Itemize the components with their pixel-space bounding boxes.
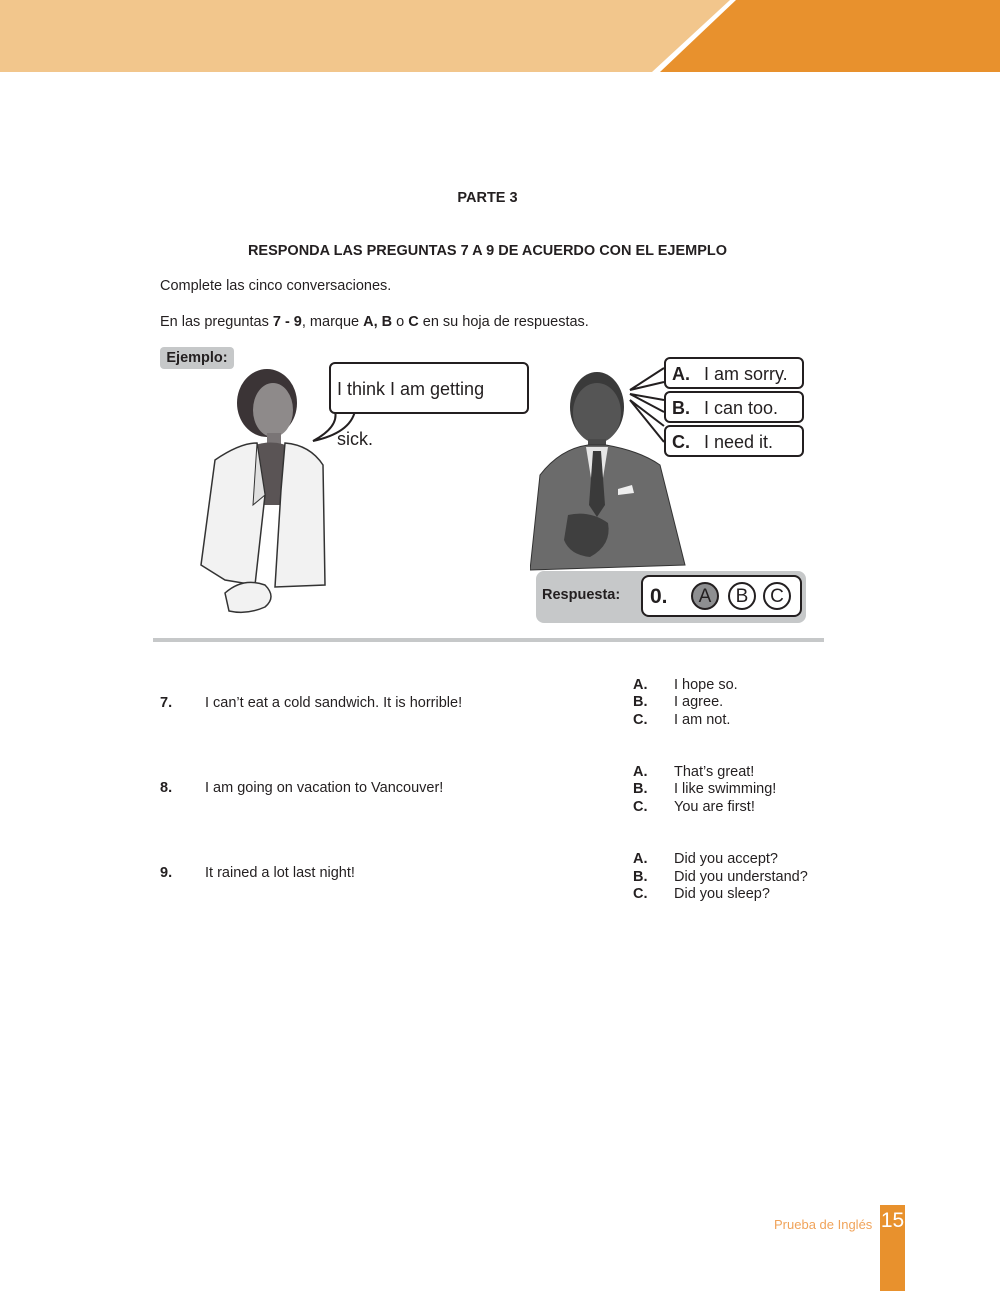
- man-bubble-tails: [628, 360, 668, 456]
- question-9-option-b: Did you understand?: [674, 869, 808, 885]
- instruction-line-1: Complete las cinco conversaciones.: [160, 278, 392, 294]
- question-9-text: It rained a lot last night!: [205, 865, 355, 881]
- example-option-b: B. I can too.: [664, 391, 804, 423]
- answer-bubble-a: A: [691, 582, 719, 610]
- question-7-option-c-letter: C.: [633, 712, 648, 728]
- woman-speech-bubble: I think I am getting sick.: [329, 362, 529, 414]
- question-8-option-a: That’s great!: [674, 764, 755, 780]
- question-7-option-b-letter: B.: [633, 694, 648, 710]
- question-7-option-c: I am not.: [674, 712, 731, 728]
- question-8-option-b-letter: B.: [633, 781, 648, 797]
- question-8-text: I am going on vacation to Vancouver!: [205, 780, 444, 796]
- question-7-option-a: I hope so.: [674, 677, 738, 693]
- woman-illustration: [195, 365, 335, 617]
- question-9-option-a: Did you accept?: [674, 851, 778, 867]
- question-9-option-b-letter: B.: [633, 869, 648, 885]
- footer-label: Prueba de Inglés: [774, 1217, 873, 1232]
- question-7-option-a-letter: A.: [633, 677, 648, 693]
- answer-bubble-b: B: [728, 582, 756, 610]
- example-option-a: A. I am sorry.: [664, 357, 804, 389]
- section-title: PARTE 3: [457, 190, 518, 206]
- question-7-option-b: I agree.: [674, 694, 724, 710]
- section-divider: [153, 638, 824, 642]
- question-9-option-a-letter: A.: [633, 851, 648, 867]
- question-8-number: 8.: [160, 780, 173, 796]
- question-8-option-c-letter: C.: [633, 799, 648, 815]
- header-banner: [0, 0, 1000, 72]
- question-8-option-b: I like swimming!: [674, 781, 777, 797]
- answer-label: Respuesta:: [542, 587, 621, 603]
- question-9-number: 9.: [160, 865, 173, 881]
- question-9-option-c-letter: C.: [633, 886, 648, 902]
- answer-bubble-c: C: [763, 582, 791, 610]
- page-number: 15: [880, 1209, 905, 1232]
- example-label: Ejemplo:: [160, 347, 234, 369]
- question-8-option-a-letter: A.: [633, 764, 648, 780]
- question-9-option-c: Did you sleep?: [674, 886, 770, 902]
- question-7-number: 7.: [160, 695, 173, 711]
- instruction-line-2: En las preguntas 7 - 9, marque A, B o C en su hoja de respuestas.: [160, 314, 589, 330]
- question-8-option-c: You are first!: [674, 799, 755, 815]
- instruction-title: RESPONDA LAS PREGUNTAS 7 A 9 DE ACUERDO CON EL EJEMPLO: [247, 243, 728, 259]
- example-option-c: C. I need it.: [664, 425, 804, 457]
- answer-number: 0.: [650, 585, 668, 608]
- question-7-text: I can’t eat a cold sandwich. It is horrible!: [205, 695, 463, 711]
